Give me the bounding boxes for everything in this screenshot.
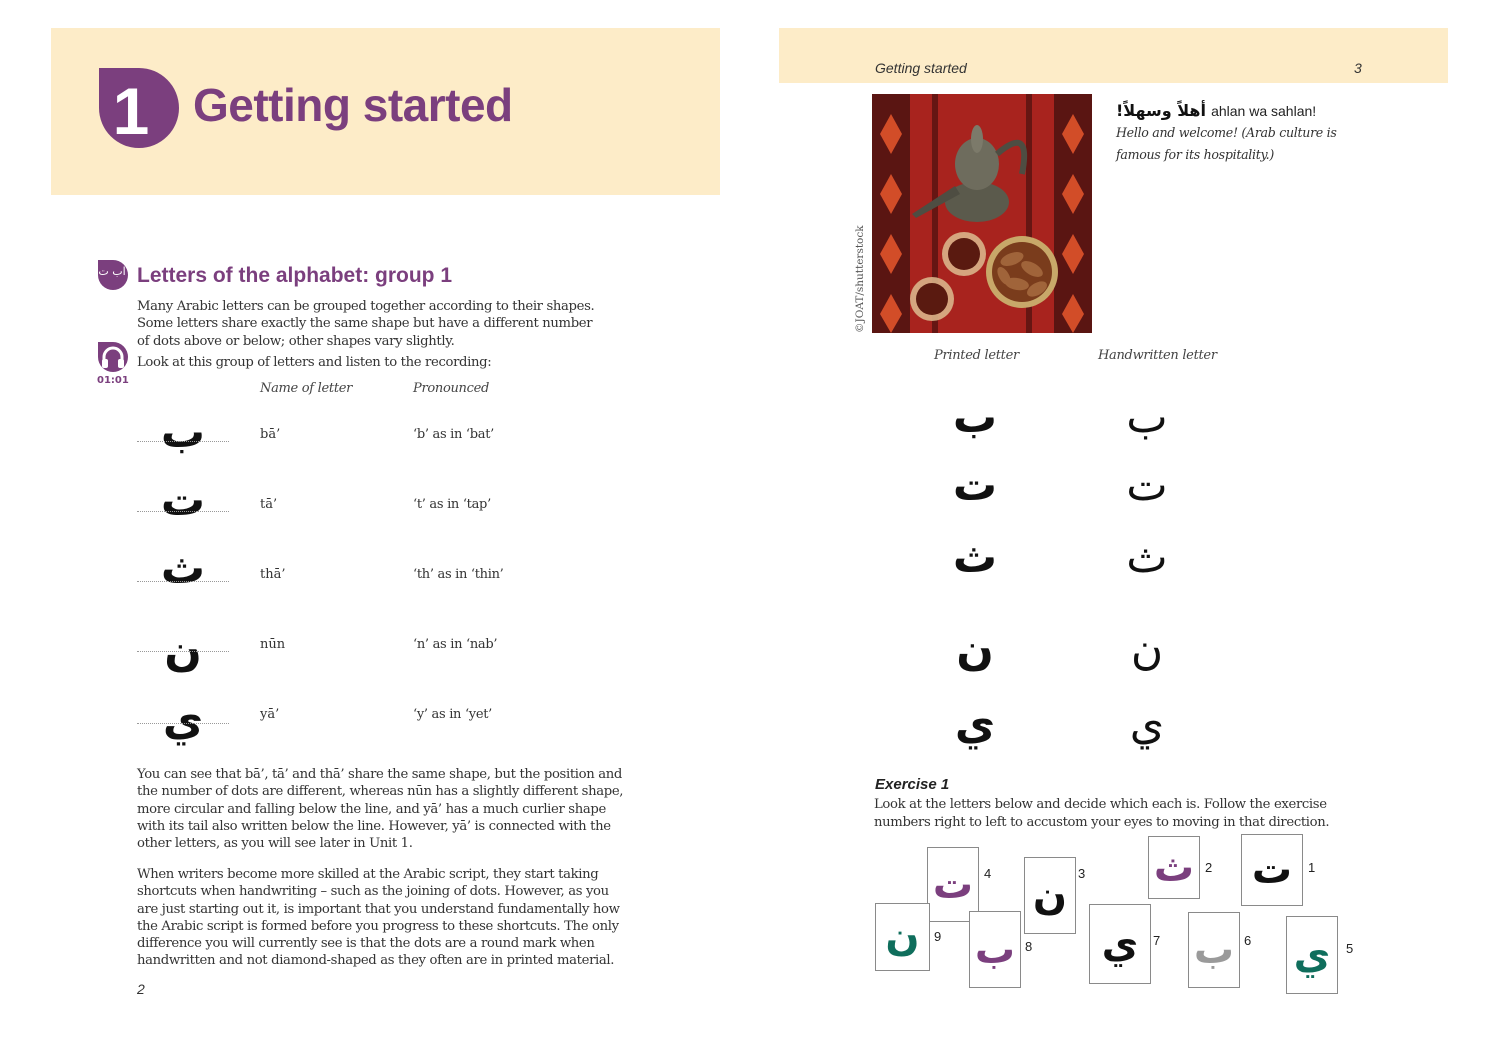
exercise-number: 4 — [984, 866, 992, 881]
column-header-handwritten: Handwritten letter — [1098, 348, 1217, 363]
arabic-letter: ن — [164, 625, 202, 676]
audio-track-number: 01:01 — [97, 375, 129, 386]
baseline — [137, 511, 229, 512]
handwritten-letter: ي — [1129, 699, 1165, 750]
intro-paragraph: Many Arabic letters can be grouped together according to their shapes. Some letters share exactly the same shape but have a different number of dots above or below; other shapes vary slightly. — [137, 299, 595, 349]
listen-instruction: Look at this group of letters and listen to the recording: — [137, 355, 492, 370]
baseline — [137, 651, 229, 652]
letter-name: thā’ — [260, 567, 286, 582]
baseline — [137, 723, 229, 724]
letter-name: yā’ — [260, 707, 280, 722]
printed-letter: ب — [952, 392, 998, 443]
arabic-letter: ب — [160, 407, 206, 458]
printed-letter: ت — [952, 460, 998, 511]
printed-letter: ي — [954, 699, 996, 750]
handwriting-paragraph: When writers become more skilled at the Arabic script, they start taking shortcuts when handwriting – such as the joining of dots. However, as you are just starting out it, is important that you understand fundamentally how the Arabic script is formed before you progress to these shortcuts. The only difference you will currently see is that the dots are a round mark when handwritten and not diamond-shaped as they often are in printed material. — [137, 867, 620, 969]
exercise-card-6[interactable]: ب — [1188, 912, 1240, 988]
exercise-card-4[interactable]: ت — [927, 847, 979, 922]
exercise-card-2[interactable]: ث — [1148, 836, 1200, 899]
exercise-card-7[interactable]: ي — [1089, 904, 1151, 984]
letter-row — [137, 405, 537, 465]
chapter-badge-icon — [97, 66, 181, 150]
page-number-right: 3 — [1354, 60, 1362, 76]
chapter-title: Getting started — [193, 79, 513, 131]
exercise-number: 3 — [1078, 866, 1086, 881]
exercise-number: 2 — [1205, 860, 1213, 875]
baseline — [137, 441, 229, 442]
page-number-left: 2 — [137, 981, 145, 997]
handwritten-letter: ت — [1126, 460, 1168, 511]
exercise-instructions: Look at the letters below and decide which each is. Follow the exercise numbers right to left to accustom your eyes to moving in that direction. — [874, 797, 1330, 830]
exercise-card-8[interactable]: ب — [969, 911, 1021, 988]
letter-row — [137, 615, 537, 675]
printed-letter: ث — [952, 532, 998, 583]
letter-row — [137, 545, 537, 605]
exercise-number: 8 — [1025, 939, 1033, 954]
greeting-arabic: أهلاً وسهلاً! — [1116, 101, 1206, 120]
alphabet-icon-label: اب ت — [98, 265, 126, 278]
column-header-printed: Printed letter — [934, 348, 1019, 363]
letter-pronunciation: ‘th’ as in ‘thin’ — [413, 567, 504, 582]
chapter-number-badge — [97, 66, 181, 150]
arabic-letter: ت — [160, 475, 206, 526]
exercise-number: 7 — [1153, 933, 1161, 948]
arabic-letter: ث — [160, 543, 206, 594]
exercise-number: 6 — [1244, 933, 1252, 948]
exercise-number: 5 — [1346, 941, 1354, 956]
greeting-transliteration: ahlan wa sahlan! — [1211, 103, 1317, 119]
column-header-name: Name of letter — [260, 381, 353, 396]
handwritten-letter: ن — [1130, 624, 1164, 675]
photo-credit: ©JOAT/shutterstock — [854, 225, 866, 333]
headphones-icon[interactable] — [96, 340, 130, 374]
greeting-translation: Hello and welcome! (Arab culture is famous for its hospitality.) — [1116, 125, 1337, 162]
exercise-number: 9 — [934, 929, 942, 944]
letter-pronunciation: ‘b’ as in ‘bat’ — [413, 427, 494, 442]
letter-pronunciation: ‘n’ as in ‘nab’ — [413, 637, 498, 652]
greeting-block — [1116, 100, 1346, 166]
handwritten-letter: ب — [1126, 392, 1168, 443]
letter-name: tā’ — [260, 497, 278, 512]
running-head: Getting started — [875, 60, 967, 76]
hospitality-photo — [872, 94, 1092, 333]
exercise-card-3[interactable]: ن — [1024, 857, 1076, 934]
exercise-card-5[interactable]: ي — [1286, 916, 1338, 994]
exercise-number: 1 — [1308, 860, 1316, 875]
svg-text:1: 1 — [112, 74, 150, 148]
letter-pronunciation: ‘t’ as in ‘tap’ — [413, 497, 491, 512]
arabic-letter: ي — [162, 695, 204, 746]
exercise-card-9[interactable]: ن — [875, 903, 930, 971]
letter-pronunciation: ‘y’ as in ‘yet’ — [413, 707, 492, 722]
explanation-paragraph: You can see that bā’, tā’ and thā’ share the same shape, but the position and the number of dots are different, whereas nūn has a slightly different shape, more circular and falling below the line, and yā’ has a much curlier shape with its tail also written below the line. However, yā’ is connected with the other letters, as you will see later in Unit 1. — [137, 767, 624, 852]
exercise-card-1[interactable]: ت — [1241, 834, 1303, 906]
exercise-title: Exercise 1 — [875, 776, 950, 793]
baseline — [137, 581, 229, 582]
printed-letter: ن — [956, 624, 994, 675]
letter-row — [137, 475, 537, 535]
handwritten-letter: ث — [1126, 532, 1168, 583]
letter-row — [137, 685, 537, 745]
section-title: Letters of the alphabet: group 1 — [137, 264, 453, 287]
column-header-pronounced: Pronounced — [413, 381, 490, 396]
letter-name: bā’ — [260, 427, 281, 442]
letter-name: nūn — [260, 637, 286, 652]
